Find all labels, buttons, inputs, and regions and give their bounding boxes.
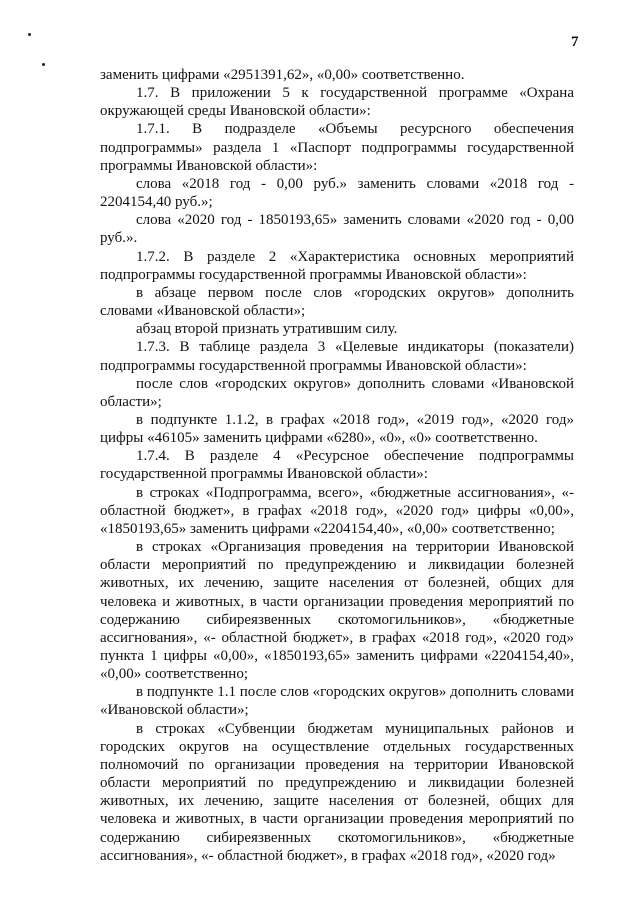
paragraph: 1.7.3. В таблице раздела 3 «Целевые индикаторы (показатели) подпрограммы государственной программы Ивановской области»: [100,339,574,374]
paragraph: 1.7.4. В разделе 4 «Ресурсное обеспечение подпрограммы государственной программы Ивановской области»: [100,448,574,483]
paragraph: 1.7. В приложении 5 к государственной программе «Охрана окружающей среды Ивановской области»: [100,85,574,120]
paragraph: в подпункте 1.1 после слов «городских округов» дополнить словами «Ивановской области»; [100,684,574,719]
paragraph: в строках «Подпрограмма, всего», «бюджетные ассигнования», «- областной бюджет», в графах «2018 год», «2020 год» цифры «0,00», «1850193,65» заменить цифрами «2204154,40», «0,00» соответственно; [100,484,574,537]
paragraph: 1.7.2. В разделе 2 «Характеристика основных мероприятий подпрограммы государственной программы Ивановской области»: [100,248,574,283]
paragraph: заменить цифрами «2951391,62», «0,00» соответственно. [100,67,465,83]
paragraph: 1.7.1. В подразделе «Объемы ресурсного обеспечения подпрограммы» раздела 1 «Паспорт подпрограммы государственной программы Ивановской области»: [100,121,574,174]
document-body [100,66,574,865]
paragraph: в строках «Организация проведения на территории Ивановской области мероприятий по предупреждению и ликвидации болезней животных, их лечению, защите населения от болезней, общих для человека и животных, в части организации проведения мероприятий по содержанию сибиреязвенных скотомогильников», «бюджетные ассигнования», «- областной бюджет», в графах «2018 год», «2020 год» пункта 1 цифры «0,00», «1850193,65» заменить цифрами «2204154,40», «0,00» соответственно; [100,539,574,683]
paragraph: слова «2020 год - 1850193,65» заменить словами «2020 год - 0,00 руб.». [100,212,574,247]
scan-speck [28,33,31,36]
scan-speck [42,63,45,66]
paragraph: абзац второй признать утратившим силу. [136,321,398,338]
paragraph: в строках «Субвенции бюджетам муниципальных районов и городских округов на осуществление отдельных государственных полномочий по организации проведения на территории Ивановской области мероприятий по предупреждению и ликвидации болезней животных, их лечению, защите населения от болезней, общих для человека и животных, в части организации проведения мероприятий по содержанию сибиреязвенных скотомогильников», «бюджетные ассигнования», «- областной бюджет», в графах «2018 год», «2020 год» [100,720,574,864]
paragraph: в абзаце первом после слов «городских округов» дополнить словами «Ивановской области»; [100,284,574,320]
paragraph: в подпункте 1.1.2, в графах «2018 год», «2019 год», «2020 год» цифры «46105» заменить цифрами «6280», «0», «0» соответственно. [100,411,574,447]
page-number: 7 [571,34,579,50]
paragraph: слова «2018 год - 0,00 руб.» заменить словами «2018 год - 2204154,40 руб.»; [100,175,574,211]
paragraph: после слов «городских округов» дополнить словами «Ивановской области»; [100,375,574,410]
